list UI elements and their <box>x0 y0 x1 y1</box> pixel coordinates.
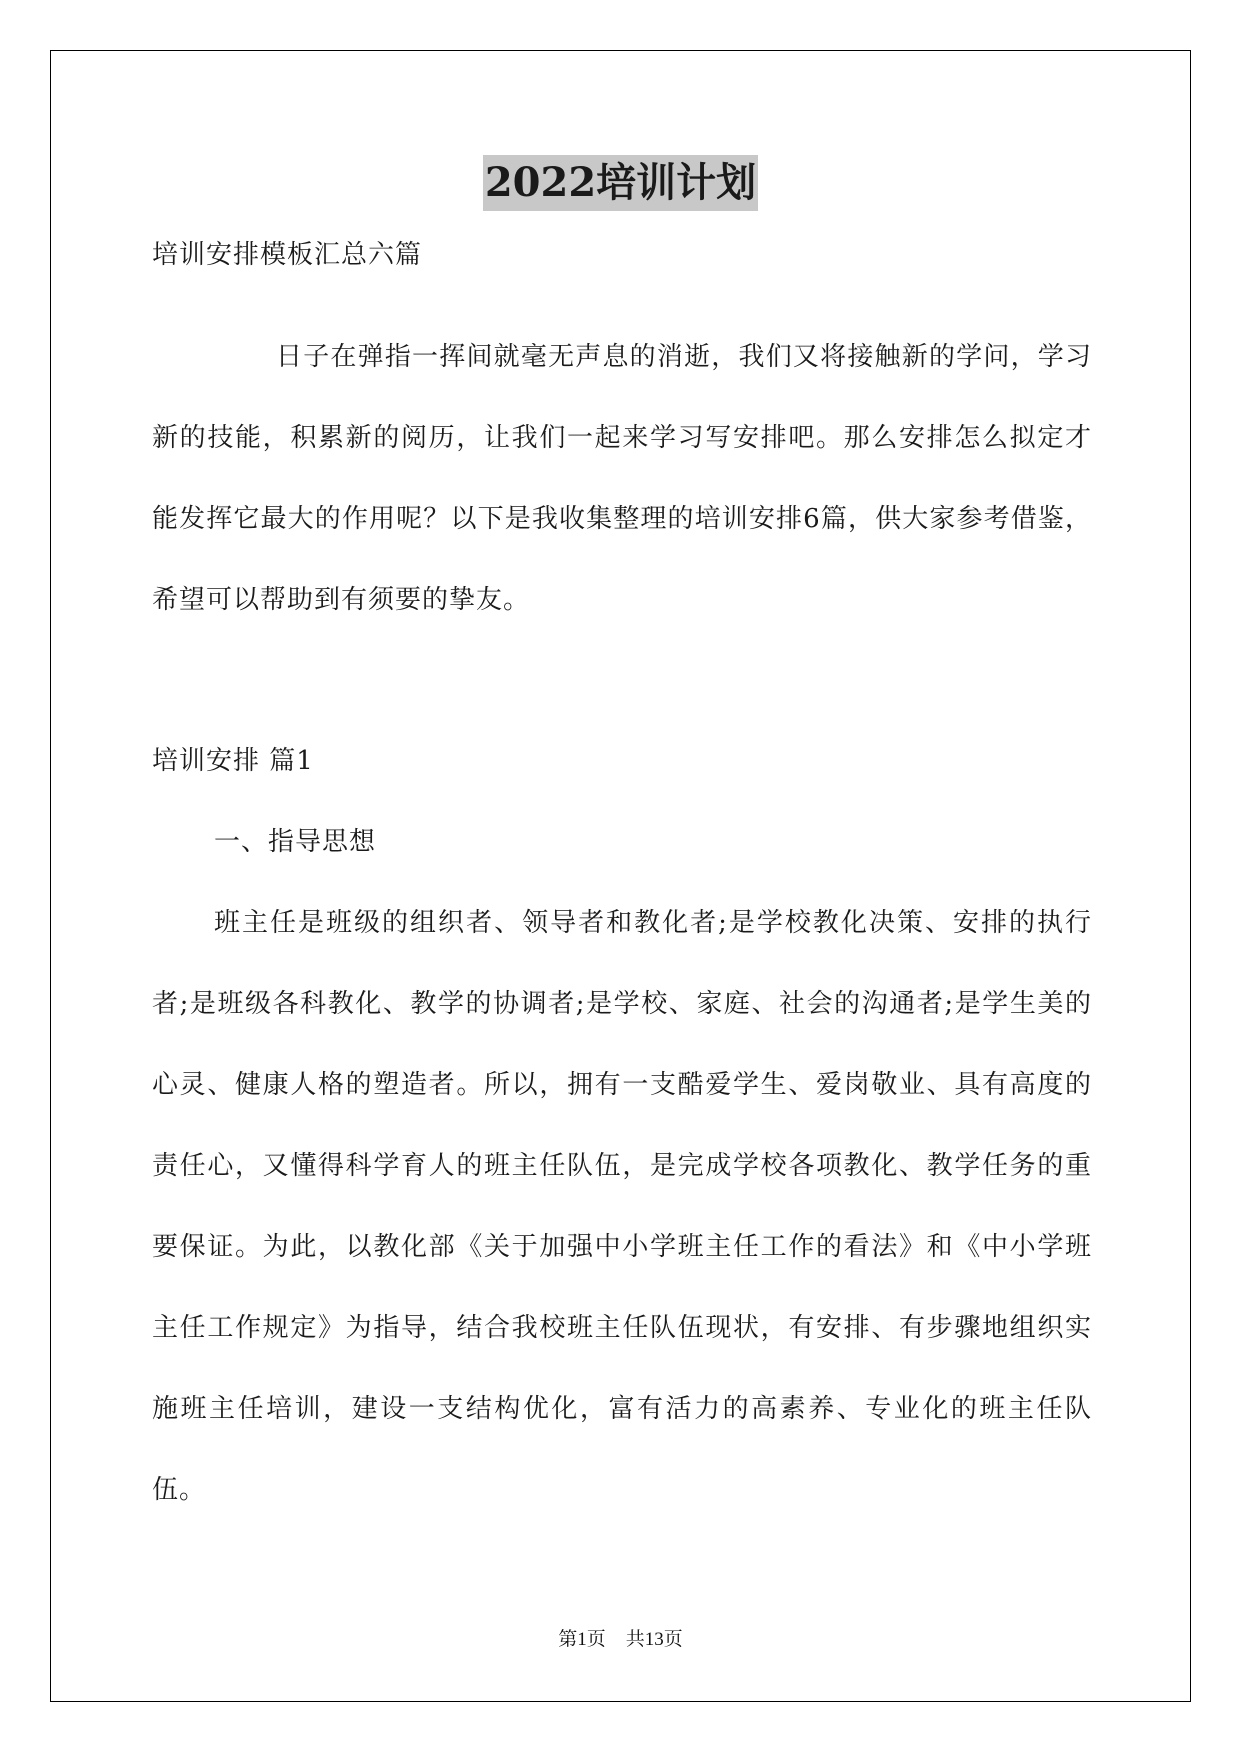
document-body <box>152 235 1092 1531</box>
section-title: 培训安排 篇1 <box>152 746 314 776</box>
page-number-total: 共13页 <box>625 1629 683 1650</box>
section-heading: 一、指导思想 <box>214 827 377 857</box>
intro-paragraph: 日子在弹指一挥间就毫无声息的消逝，我们又将接触新的学问，学习新的技能，积累新的阅历，让我们一起来学习写安排吧。那么安排怎么拟定才能发挥它最大的作用呢？以下是我收集整理的培训安排6篇，供大家参考借鉴，希望可以帮助到有须要的挚友。 <box>152 342 1092 615</box>
title-container <box>0 155 1241 211</box>
page-footer <box>0 1628 1241 1652</box>
body-paragraph: 班主任是班级的组织者、领导者和教化者;是学校教化决策、安排的执行者;是班级各科教化、教学的协调者;是学校、家庭、社会的沟通者;是学生美的心灵、健康人格的塑造者。所以，拥有一支酷爱学生、爱岗敬业、具有高度的责任心，又懂得科学育人的班主任队伍，是完成学校各项教化、教学任务的重要保证。为此，以教化部《关于加强中小学班主任工作的看法》和《中小学班主任工作规定》为指导，结合我校班主任队伍现状，有安排、有步骤地组织实施班主任培训，建设一支结构优化，富有活力的高素养、专业化的班主任队伍。 <box>152 908 1092 1505</box>
page-number-current: 第1页 <box>558 1629 606 1650</box>
document-subtitle: 培训安排模板汇总六篇 <box>152 240 423 270</box>
document-title: 2022培训计划 <box>483 155 758 211</box>
